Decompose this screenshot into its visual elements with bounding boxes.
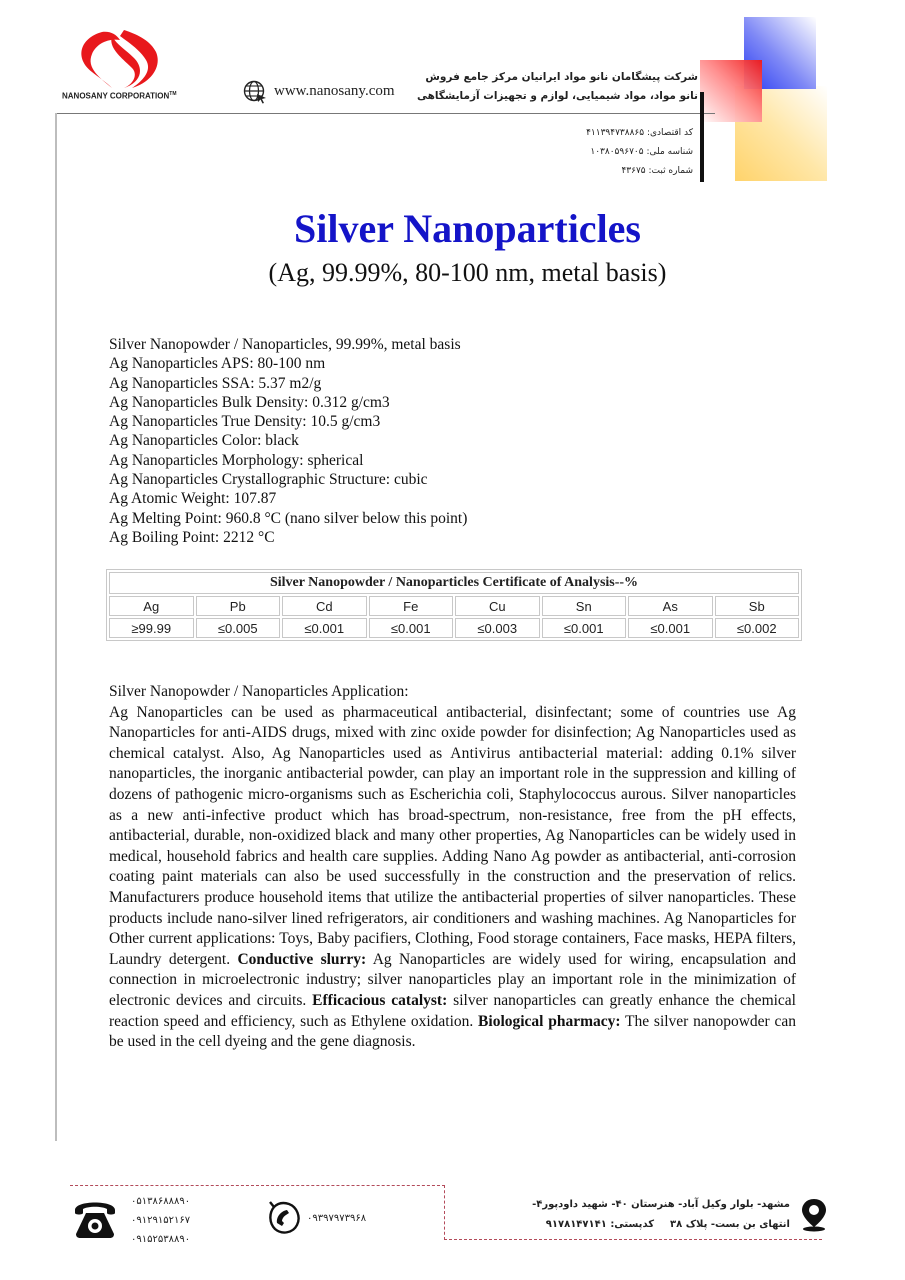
telephone-icon	[72, 1196, 118, 1240]
table-header-cell: Sb	[715, 596, 800, 616]
spec-item: Silver Nanopowder / Nanoparticles, 99.99%, metal basis	[109, 336, 461, 353]
table-row	[109, 618, 799, 638]
spec-item: Ag Nanoparticles True Density: 10.5 g/cm3	[109, 413, 381, 431]
page-title: Silver Nanoparticles	[293, 206, 641, 251]
application-text: The silver nanopowder can be used in the cell dyeing and the gene diagnosis.	[109, 1012, 796, 1051]
company-services-fa: نانو مواد، مواد شیمیایی، لوازم و تجهیزات آزمایشگاهی	[416, 90, 698, 102]
table-header-cell: Sn	[542, 596, 627, 616]
company-ids	[586, 124, 693, 181]
application-text: Ag Nanoparticles can be used as pharmaceutical antibacterial, disinfectant; some of countries use Ag Nanoparticles for anti-AIDS drugs, mixed with zinc oxide powder for disinfection; Ag Nanoparticles used as chemical catalyst. Also, Ag Nanoparticles used as	[109, 703, 796, 762]
company-info-fa	[417, 68, 698, 106]
table-cell: ≤0.002	[715, 618, 800, 638]
spec-item: Ag Nanoparticles Color: black	[109, 432, 299, 450]
company-name: NANOSANY CORPORATION™	[62, 91, 177, 101]
application-text: : adding 0.1% silver nanoparticles, the inorganic antibacterial powder, can play an important role in the suppression and killing of dozens of pathogenic micro-organisms such as Escherichia coli, Staphylococcus aurous. Silver nanoparticles as a new anti-infective product which has broad-spectrum, non-resistance, free from the pH effects, antibacterial, durable, non-oxidized black and many other properties, Ag Nanoparticles can be widely used in medical, household fabrics and health care supplies. Adding Nano Ag powder as antibacterial, anti-corrosion coating paint materials can also be used successfully in the construction and the preservation of relics. Manufacturers produce household items that utilize the antibacterial properties of silver nanoparticles. These products include nano-silver lined refrigerators, air conditioners and washing machines. Ag Nanoparticles for Other current applications: Toys, Baby pacifiers, Clothing, Food storage containers, Face masks, HEPA filters, Laundry detergent.	[109, 744, 796, 968]
table-header-cell: Pb	[196, 596, 281, 616]
postal-code-label: کدپستی:	[610, 1219, 655, 1230]
table-cell: ≤0.003	[455, 618, 540, 638]
spec-item: Ag Atomic Weight: 107.87	[109, 490, 277, 508]
spec-item: Ag Nanoparticles SSA: 5.37 m2/g	[109, 374, 322, 392]
page-subtitle: (Ag, 99.99%, 80-100 nm, metal basis)	[268, 258, 667, 287]
spec-item: Ag Nanoparticles Bulk Density: 0.312 g/cm3	[109, 393, 390, 411]
phone-numbers	[131, 1192, 190, 1249]
table-cell: ≤0.001	[542, 618, 627, 638]
address-line-2: انتهای بن بست- پلاک ۳۸کدپستی: ۹۱۷۸۱۴۷۱۴۱	[545, 1219, 790, 1230]
table-header-cell: Cd	[282, 596, 367, 616]
economic-code: کد اقتصادی: ۴۱۱۳۹۴۷۳۸۸۶۵	[586, 128, 693, 138]
table-header-cell: Cu	[455, 596, 540, 616]
table-header-row	[109, 596, 799, 616]
catalyst-label: Efficacious catalyst:	[312, 991, 448, 1009]
table-header-cell: As	[628, 596, 713, 616]
table-cell: ≤0.001	[282, 618, 367, 638]
table-cell: ≥99.99	[109, 618, 194, 638]
table-cell: ≤0.005	[196, 618, 281, 638]
table-header-cell: Ag	[109, 596, 194, 616]
header-divider	[55, 113, 715, 114]
website-link[interactable]: www.nanosany.com	[274, 83, 395, 99]
location-pin-icon	[800, 1198, 828, 1232]
application-text: Ag Nanoparticles are widely used for wiring, encapsulation and connection in microelectronic industry; silver nanoparticles play an important role in the minimization of electronic devices and circuits.	[109, 950, 796, 1009]
whatsapp-phone-icon	[265, 1199, 301, 1235]
company-name-fa: شرکت پیشگامان نانو مواد ایرانیان مرکز جامع فروش	[425, 71, 698, 83]
spec-item: Ag Melting Point: 960.8 °C (nano silver below this point)	[109, 509, 468, 527]
table-cell: ≤0.001	[628, 618, 713, 638]
spec-list	[109, 335, 467, 547]
address	[532, 1195, 790, 1235]
footer-dashed-border	[70, 1185, 445, 1186]
table-caption: Silver Nanopowder / Nanoparticles Certificate of Analysis--%	[109, 572, 799, 594]
phone-number[interactable]: ۰۵۱۳۸۶۸۸۸۹۰	[131, 1196, 191, 1207]
application-text: silver nanoparticles can greatly enhance the chemical reaction speed and efficiency, such as Ethylene oxidation.	[109, 991, 796, 1030]
spec-item: Ag Nanoparticles Crystallographic Structure: cubic	[109, 471, 428, 489]
national-id: شناسه ملی: ۱۰۳۸۰۵۹۶۷۰۵	[590, 147, 693, 157]
conductive-slurry-label: Conductive slurry:	[237, 950, 367, 968]
spec-item: Ag Nanoparticles Morphology: spherical	[109, 451, 364, 469]
nanosany-logo	[72, 28, 168, 90]
antivirus-label: Antivirus antibacterial material	[450, 744, 659, 762]
table-cell: ≤0.001	[369, 618, 454, 638]
pharmacy-label: Biological pharmacy:	[478, 1012, 621, 1030]
globe-icon	[243, 80, 267, 104]
application-heading: Silver Nanopowder / Nanoparticles Application:	[109, 683, 409, 700]
footer-dashed-border	[444, 1239, 822, 1240]
table-header-cell: Fe	[369, 596, 454, 616]
phone-number[interactable]: ۰۹۱۲۹۱۵۲۱۶۷	[131, 1215, 191, 1226]
header-vertical-bar	[700, 92, 704, 182]
footer-dashed-border	[444, 1185, 445, 1240]
table-caption-row	[109, 572, 799, 594]
phone-number[interactable]: ۰۹۱۵۲۵۳۸۸۹۰	[131, 1234, 191, 1245]
spec-item: Ag Boiling Point: 2212 °C	[109, 528, 275, 546]
registration-number: شماره ثبت: ۴۳۶۷۵	[621, 166, 693, 176]
application-section	[109, 682, 796, 1053]
certificate-of-analysis-table	[106, 569, 802, 641]
spec-item: Ag Nanoparticles APS: 80-100 nm	[109, 355, 326, 373]
postal-code: ۹۱۷۸۱۴۷۱۴۱	[545, 1219, 607, 1230]
address-line: مشهد- بلوار وکیل آباد- هنرستان ۴۰- شهید داودپور۴-	[532, 1199, 790, 1210]
mobile-number[interactable]: ۰۹۳۹۷۹۷۳۹۶۸	[307, 1213, 367, 1224]
